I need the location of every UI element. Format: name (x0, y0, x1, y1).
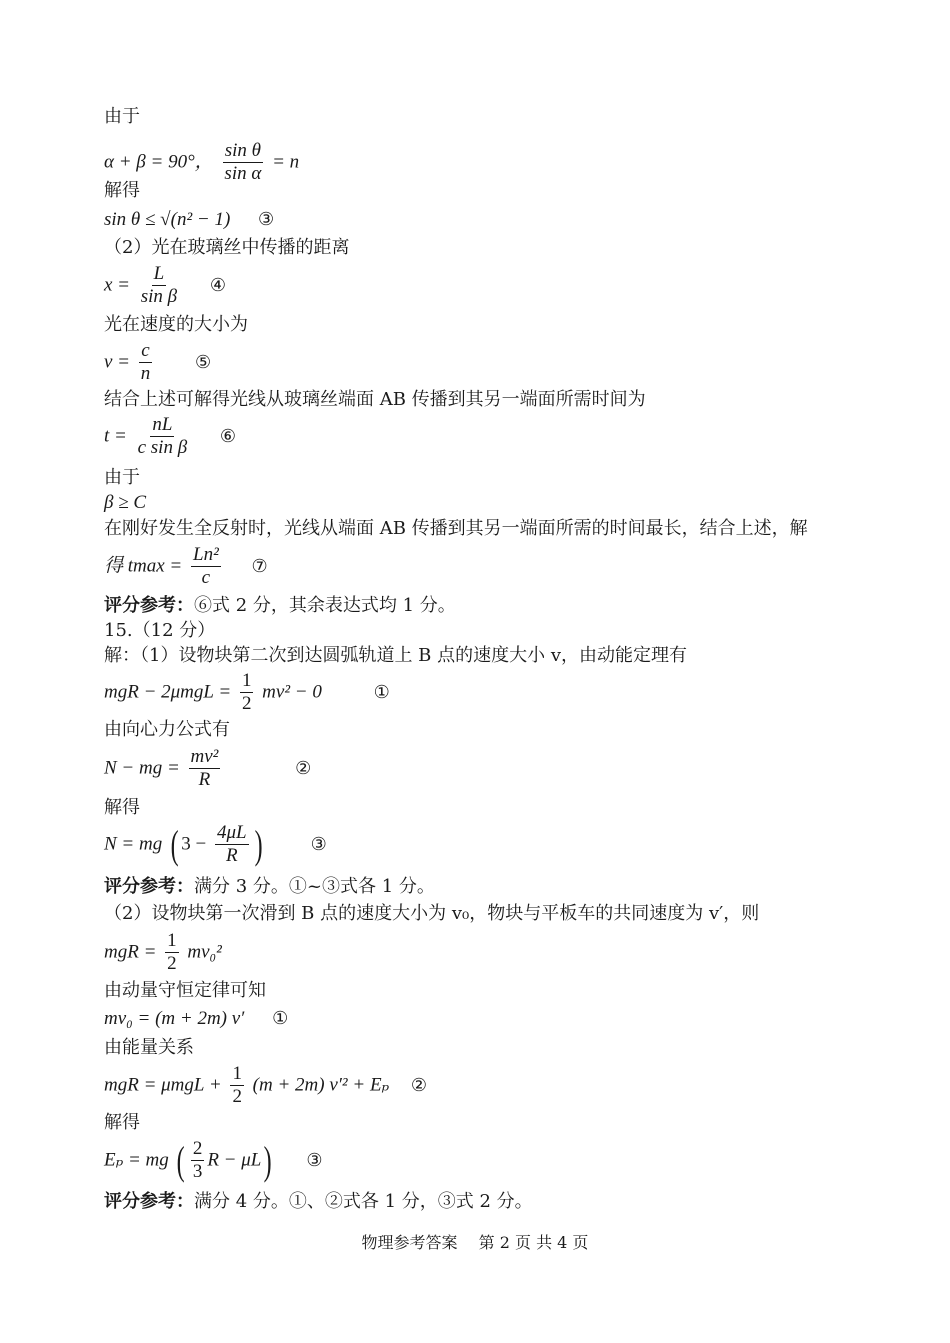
fraction (139, 340, 153, 385)
text-line: 由能量关系 (104, 1037, 194, 1058)
equation-line (104, 491, 146, 515)
denominator: R (225, 845, 238, 866)
question-header: 15.（12 分） (104, 620, 216, 641)
denominator: sin β (140, 286, 178, 307)
equation-text: R − μL (207, 1149, 262, 1171)
equation-number: ③ (306, 1149, 323, 1171)
left-paren: ( (170, 821, 179, 867)
scoring-text: 满分 3 分。①~③式各 1 分。 (194, 876, 435, 897)
denominator: n (140, 363, 151, 384)
equation-number: ② (295, 757, 312, 779)
text-line: 解得 (104, 797, 140, 818)
numerator: mv² (190, 746, 219, 767)
text-line: 由动量守恒定律可知 (104, 980, 266, 1001)
equation-line (104, 414, 236, 459)
fraction (230, 1063, 244, 1108)
equation-text: v = (104, 351, 131, 373)
numerator: 1 (232, 1063, 242, 1084)
equation-text: mv₀ = (m + 2m) v′ (104, 1008, 245, 1029)
equation-line (104, 746, 311, 791)
equation-line (104, 822, 327, 867)
equation-text: mgR − 2μmgL = (104, 681, 232, 703)
fraction (191, 1138, 205, 1183)
page-footer: 物理参考答案 第 2 页 共 4 页 (361, 1233, 589, 1252)
equation-number: ⑤ (194, 351, 212, 373)
equation-text: sin θ ≤ √(n² − 1) (104, 209, 231, 230)
text-line: 解：（1）设物块第二次到达圆弧轨道上 B 点的速度大小 v，由动能定理有 (104, 645, 688, 666)
text-line: 由于 (104, 106, 140, 127)
equation-text: x = (104, 274, 131, 296)
equation-number: ① (272, 1008, 289, 1029)
numerator: 4μL (216, 822, 247, 843)
equation-line (104, 1007, 288, 1031)
equation-text: Eₚ = mg (104, 1149, 169, 1171)
equation-number: ③ (258, 209, 275, 230)
left-paren: ( (177, 1137, 186, 1183)
denominator: 2 (241, 693, 252, 714)
numerator: sin θ (224, 140, 261, 161)
denominator: c (201, 567, 211, 588)
denominator: R (198, 769, 211, 790)
scoring-label: 评分参考： (104, 876, 194, 897)
text-line: （2）光在玻璃丝中传播的距离 (104, 237, 350, 258)
text-line: 解得 (104, 180, 140, 201)
equation-text: 3 − (181, 833, 207, 855)
text-line: 在刚好发生全反射时，光线从端面 AB 传播到其另一端面所需的时间最长，结合上述，解 (104, 518, 808, 539)
equation-text: α + β = 90°， (104, 151, 214, 173)
equation-line (104, 544, 268, 589)
equation-line (104, 670, 390, 715)
fraction (136, 414, 190, 459)
equation-number: ② (410, 1074, 428, 1096)
denominator: 3 (192, 1161, 203, 1182)
fraction (240, 670, 254, 715)
right-paren: ) (254, 821, 263, 867)
equation-line (104, 263, 226, 308)
equation-text: t = (104, 425, 127, 447)
fraction (215, 822, 249, 867)
text-line: 由于 (104, 467, 140, 488)
equation-line (104, 1138, 323, 1183)
text-line: 结合上述可解得光线从玻璃丝端面 AB 传播到其另一端面所需时间为 (104, 389, 646, 410)
scoring-text: 满分 4 分。①、②式各 1 分，③式 2 分。 (194, 1191, 533, 1212)
scoring-note (104, 875, 435, 899)
text-line: 解得 (104, 1112, 140, 1133)
scoring-label: 评分参考： (104, 595, 194, 616)
numerator: L (153, 263, 165, 284)
scoring-note (104, 1190, 533, 1214)
equation-number: ⑦ (251, 555, 268, 577)
denominator: 2 (167, 953, 177, 974)
scoring-note (104, 594, 456, 618)
equation-text: N = mg (104, 833, 163, 855)
numerator: c (141, 340, 150, 361)
numerator: 2 (192, 1138, 203, 1159)
equation-number: ⑥ (219, 425, 237, 447)
numerator: nL (152, 414, 173, 435)
scoring-label: 评分参考： (104, 1191, 194, 1212)
equation-number: ① (373, 681, 390, 703)
equation-text: (m + 2m) v′² + Eₚ (252, 1074, 390, 1096)
equation-line (104, 208, 274, 232)
equation-text: mv² − 0 (262, 681, 322, 703)
equation-text: mv₀² (187, 941, 222, 963)
numerator: 1 (167, 930, 177, 951)
denominator: sin α (224, 163, 262, 184)
fraction (139, 263, 179, 308)
scoring-text: ⑥式 2 分，其余表达式均 1 分。 (194, 595, 456, 616)
equation-text: = n (272, 151, 300, 173)
numerator: Ln² (193, 544, 219, 565)
text-line: 光在速度的大小为 (104, 314, 248, 335)
equation-text: β ≥ C (104, 492, 147, 513)
equation-text: mgR = μmgL + (104, 1074, 222, 1096)
text-line: （2）设物块第一次滑到 B 点的速度大小为 v₀，物块与平板车的共同速度为 v′，则 (104, 903, 760, 924)
denominator: c sin β (137, 437, 188, 458)
fraction (189, 746, 221, 791)
equation-line (104, 1063, 427, 1108)
text-line: 由向心力公式有 (104, 719, 230, 740)
numerator: 1 (241, 670, 252, 691)
equation-number: ③ (310, 833, 327, 855)
equation-line (104, 930, 222, 975)
fraction (165, 930, 179, 975)
right-paren: ) (264, 1137, 273, 1183)
fraction (191, 544, 221, 589)
denominator: 2 (232, 1086, 242, 1107)
equation-text: mgR = (104, 941, 157, 963)
equation-line (104, 340, 211, 385)
equation-text: N − mg = (104, 757, 180, 779)
equation-text: 得 tmax = (104, 555, 183, 577)
equation-number: ④ (209, 274, 227, 296)
fraction (222, 140, 263, 185)
